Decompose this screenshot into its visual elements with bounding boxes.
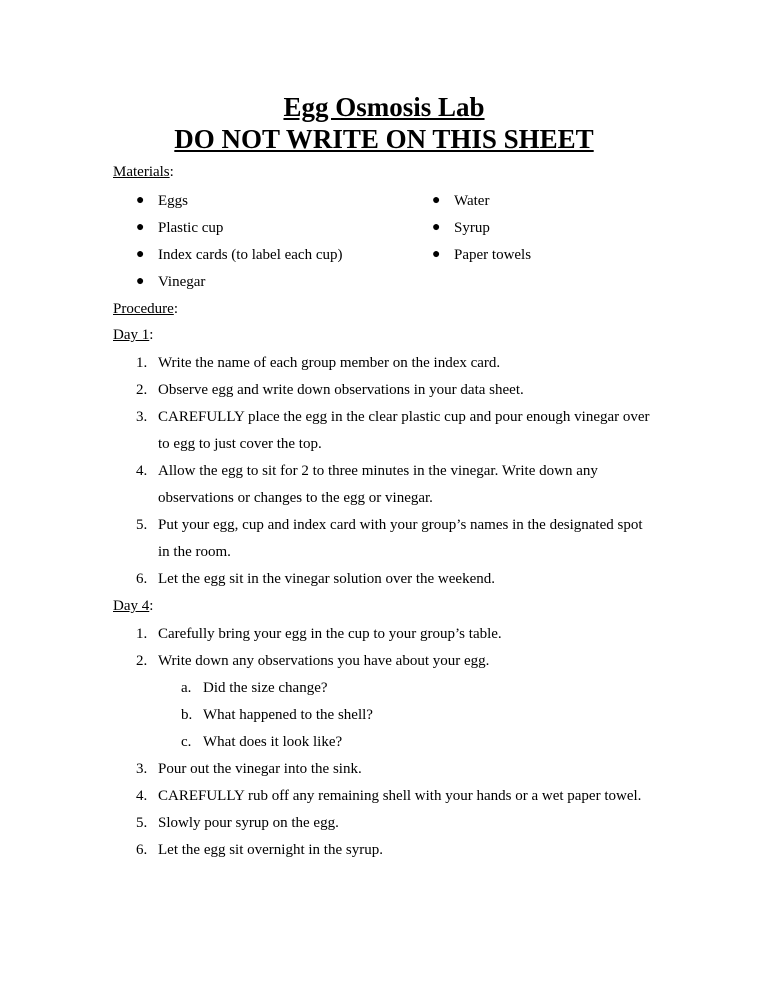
material-item: Paper towels bbox=[454, 247, 532, 263]
procedure-heading: Procedure: bbox=[113, 301, 178, 317]
day4-heading: Day 4: bbox=[113, 598, 154, 614]
page-subtitle: DO NOT WRITE ON THIS SHEET bbox=[174, 124, 594, 154]
step-text: observations or changes to the egg or vinegar. bbox=[158, 490, 433, 506]
step-text: CAREFULLY place the egg in the clear plastic cup and pour enough vinegar over bbox=[158, 409, 650, 425]
step-number: 1. bbox=[136, 355, 148, 371]
step-text: CAREFULLY rub off any remaining shell with your hands or a wet paper towel. bbox=[158, 788, 642, 804]
step-text: Let the egg sit overnight in the syrup. bbox=[158, 842, 383, 858]
step-number: 4. bbox=[136, 788, 148, 804]
substep-letter: c. bbox=[181, 734, 192, 750]
step-number: 3. bbox=[136, 761, 148, 777]
step-text: Carefully bring your egg in the cup to your group’s table. bbox=[158, 626, 502, 642]
substep-letter: a. bbox=[181, 680, 192, 696]
step-text: Write the name of each group member on the index card. bbox=[158, 355, 501, 371]
bullet-icon: ● bbox=[136, 220, 145, 235]
material-item: Water bbox=[454, 193, 490, 209]
step-text: in the room. bbox=[158, 544, 231, 560]
step-text: Let the egg sit in the vinegar solution over the weekend. bbox=[158, 571, 495, 587]
bullet-icon: ● bbox=[432, 220, 441, 235]
bullet-icon: ● bbox=[136, 247, 145, 262]
step-number: 3. bbox=[136, 409, 148, 425]
step-text: Pour out the vinegar into the sink. bbox=[158, 761, 362, 777]
material-item: Eggs bbox=[158, 193, 188, 209]
material-item: Plastic cup bbox=[158, 220, 224, 236]
step-text: Write down any observations you have about your egg. bbox=[158, 653, 490, 669]
material-item: Syrup bbox=[454, 220, 490, 236]
bullet-icon: ● bbox=[432, 193, 441, 208]
material-item: Index cards (to label each cup) bbox=[158, 247, 343, 263]
step-text: to egg to just cover the top. bbox=[158, 436, 322, 452]
bullet-icon: ● bbox=[136, 193, 145, 208]
material-item: Vinegar bbox=[158, 274, 206, 290]
step-number: 1. bbox=[136, 626, 148, 642]
step-text: Allow the egg to sit for 2 to three minutes in the vinegar. Write down any bbox=[158, 463, 598, 479]
step-number: 4. bbox=[136, 463, 148, 479]
step-number: 6. bbox=[136, 842, 148, 858]
bullet-icon: ● bbox=[136, 274, 145, 289]
step-number: 5. bbox=[136, 517, 148, 533]
step-text: Slowly pour syrup on the egg. bbox=[158, 815, 339, 831]
step-number: 2. bbox=[136, 653, 148, 669]
step-text: Put your egg, cup and index card with your group’s names in the designated spot bbox=[158, 517, 643, 533]
page-title: Egg Osmosis Lab bbox=[283, 92, 485, 122]
step-number: 6. bbox=[136, 571, 148, 587]
substep-text: What happened to the shell? bbox=[203, 707, 373, 723]
bullet-icon: ● bbox=[432, 247, 441, 262]
step-text: Observe egg and write down observations in your data sheet. bbox=[158, 382, 524, 398]
step-number: 5. bbox=[136, 815, 148, 831]
substep-text: Did the size change? bbox=[203, 680, 328, 696]
materials-heading: Materials: bbox=[113, 164, 174, 180]
substep-text: What does it look like? bbox=[203, 734, 343, 750]
substep-letter: b. bbox=[181, 707, 193, 723]
day1-heading: Day 1: bbox=[113, 327, 154, 343]
step-number: 2. bbox=[136, 382, 148, 398]
